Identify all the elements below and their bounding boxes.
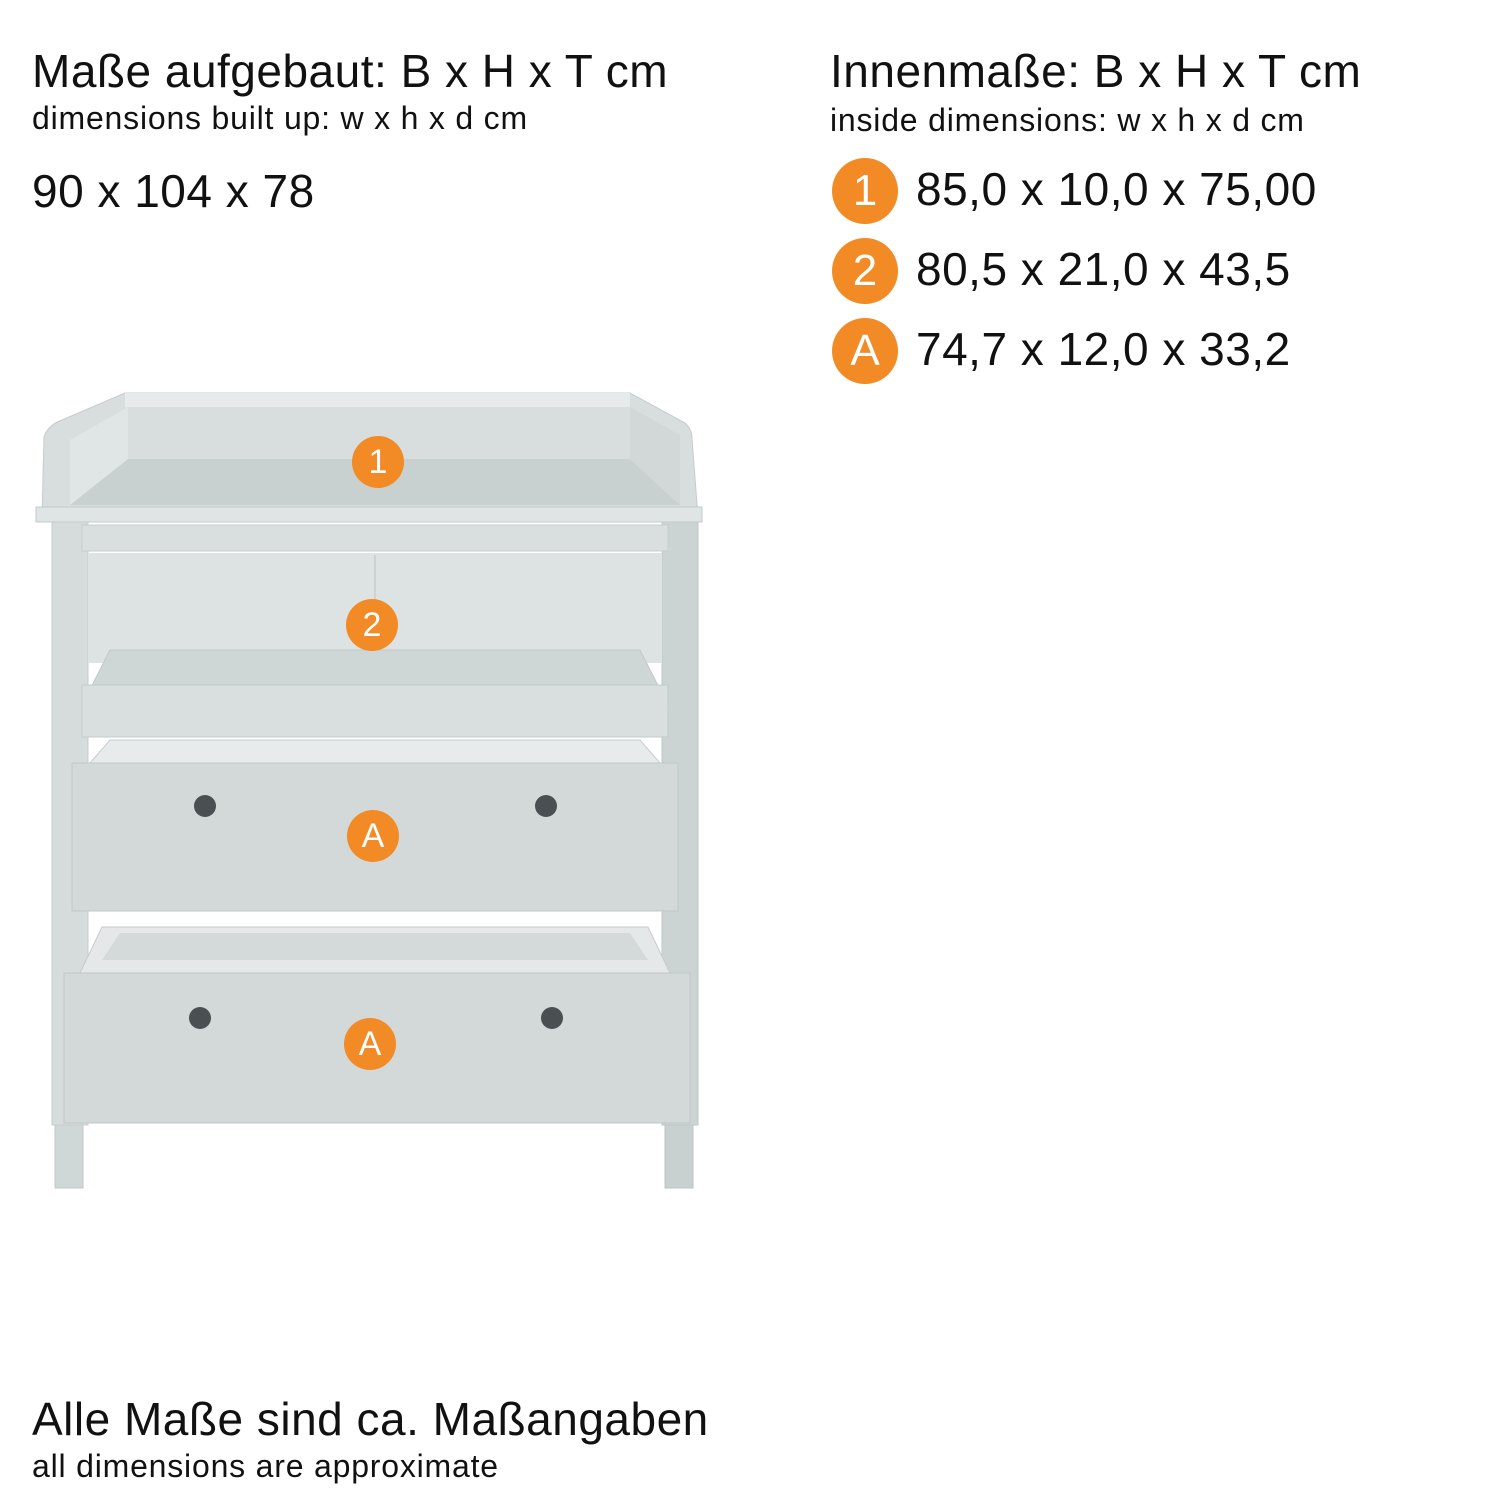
diagram-badge-a-lower-icon: A xyxy=(344,1018,396,1070)
leg-left xyxy=(55,1120,83,1188)
inside-dimensions-title: Innenmaße: B x H x T cm xyxy=(830,45,1362,97)
built-dimensions-title: Maße aufgebaut: B x H x T cm xyxy=(32,45,669,97)
shelf-front-edge xyxy=(82,685,668,737)
approximate-note-title: Alle Maße sind ca. Maßangaben xyxy=(32,1393,709,1445)
badge-a-icon: A xyxy=(832,318,898,384)
approximate-note-subtitle: all dimensions are approximate xyxy=(32,1448,499,1484)
diagram-badge-1-icon: 1 xyxy=(352,436,404,488)
knob-icon xyxy=(535,795,557,817)
diagram-badge-a-upper-icon: A xyxy=(347,810,399,862)
built-dimensions-value: 90 x 104 x 78 xyxy=(32,165,315,217)
inside-dimension-value-a: 74,7 x 12,0 x 33,2 xyxy=(916,323,1291,375)
badge-1-icon: 1 xyxy=(832,158,898,224)
leg-right xyxy=(665,1120,693,1188)
knob-icon xyxy=(541,1007,563,1029)
diagram-badge-2-icon: 2 xyxy=(346,599,398,651)
inside-dimension-value-1: 85,0 x 10,0 x 75,00 xyxy=(916,163,1317,215)
knob-icon xyxy=(189,1007,211,1029)
changing-dresser-illustration xyxy=(30,385,720,1205)
built-dimensions-subtitle: dimensions built up: w x h x d cm xyxy=(32,100,528,136)
inside-dimension-value-2: 80,5 x 21,0 x 43,5 xyxy=(916,243,1291,295)
top-board xyxy=(36,507,702,522)
inside-dimensions-subtitle: inside dimensions: w x h x d cm xyxy=(830,102,1305,138)
badge-2-icon: 2 xyxy=(832,238,898,304)
knob-icon xyxy=(194,795,216,817)
top-rail xyxy=(82,525,668,551)
